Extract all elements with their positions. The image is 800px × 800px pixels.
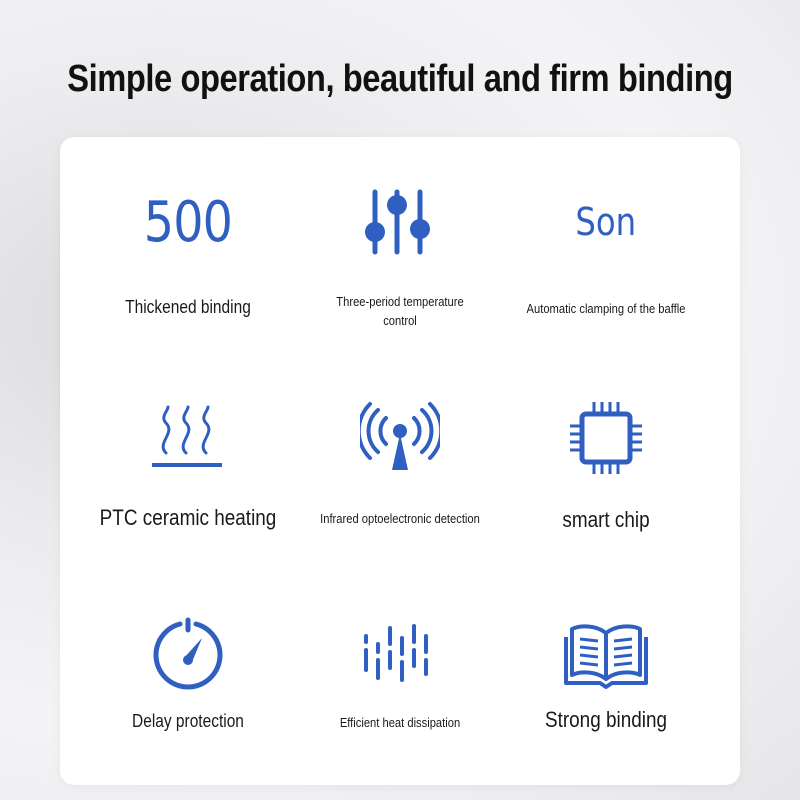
open-book-icon [493,609,719,699]
feature-smart-chip [493,353,719,569]
number-500-icon: 500 [143,189,233,255]
feature-automatic-clamping [493,137,719,353]
feature-label: Infrared optoelectronic detection [320,511,480,526]
feature-thickened-binding [75,137,301,353]
feature-label: smart chip [562,507,650,532]
feature-label: Three-period temperature control [336,294,464,328]
features-card [60,137,740,785]
sliders-icon [287,177,513,267]
feature-label: Automatic clamping of the baffle [526,301,686,316]
feature-delay-protection [75,569,301,785]
feature-strong-binding [493,569,719,785]
son-text-icon: Son [575,200,637,244]
page-title: Simple operation, beautiful and firm binding [67,58,733,100]
heat-bars-icon [287,609,513,699]
feature-three-period-temperature [287,137,513,353]
heat-waves-icon [75,393,301,483]
feature-ptc-heating [75,353,301,569]
feature-label: Thickened binding [125,297,251,317]
feature-heat-dissipation [287,569,513,785]
timer-gauge-icon [75,609,301,699]
feature-label: PTC ceramic heating [99,505,277,530]
feature-label: Delay protection [132,711,244,731]
chip-icon [493,393,719,483]
feature-infrared-detection [287,353,513,569]
antenna-signal-icon [287,393,513,483]
feature-label: Efficient heat dissipation [339,715,461,730]
feature-label: Strong binding [544,707,668,732]
